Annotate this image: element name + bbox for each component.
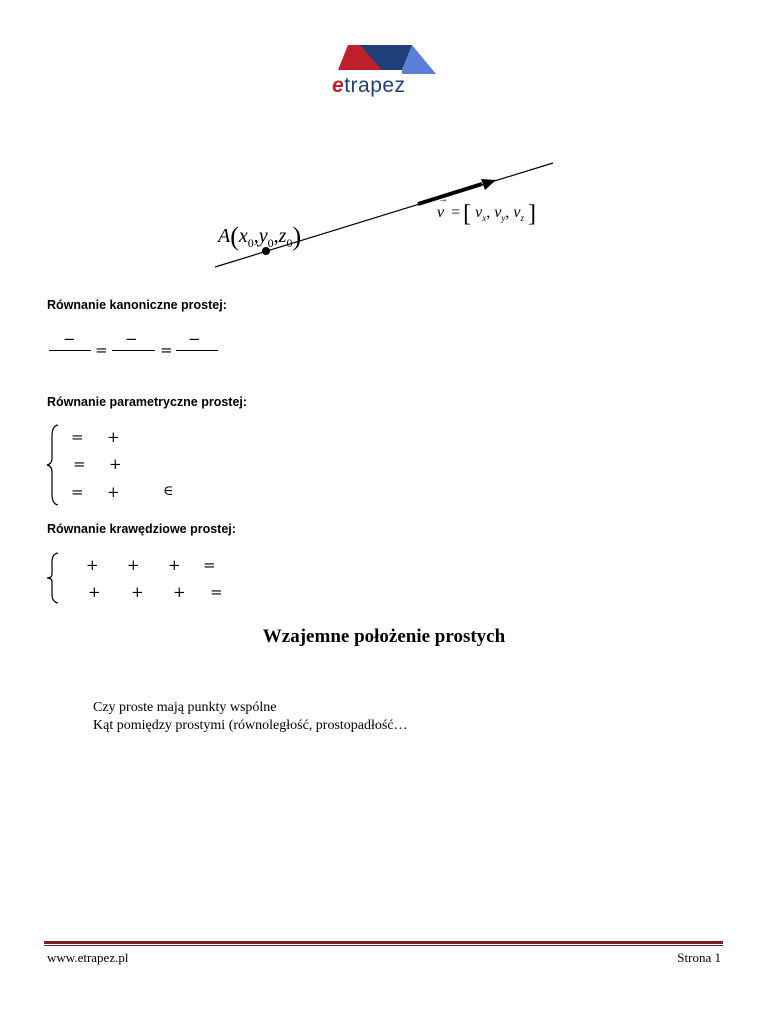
edge-row2-plus-1: + (88, 583, 101, 601)
vcomma-1: , (486, 204, 491, 221)
param-row1-equals: = (71, 428, 84, 446)
param-row1-plus: + (107, 428, 120, 446)
vcomma-2: , (505, 204, 510, 221)
footer-website[interactable]: www.etrapez.pl (47, 950, 129, 965)
vector-v-letter: v (437, 204, 445, 221)
paren-close: ) (292, 222, 302, 251)
canonical-equals-2: = (160, 341, 173, 359)
paren-open: ( (230, 222, 239, 251)
vector-label (437, 194, 536, 228)
parametric-title: Równanie parametryczne prostej: (47, 395, 248, 409)
edge-title: Równanie krawędziowe prostej: (47, 522, 236, 536)
canonical-fraction-bar-1 (49, 350, 91, 351)
vy: v (494, 204, 502, 221)
vector-arrow-icon: → (438, 194, 448, 205)
canonical-fraction-bar-3 (176, 350, 218, 351)
edge-brace-icon (44, 552, 64, 604)
edge-system (0, 552, 768, 608)
vector-equals: = (451, 204, 461, 221)
coord-y: y (258, 225, 268, 247)
coord-y-sub: 0 (267, 236, 274, 250)
logo-e: e (332, 74, 345, 97)
line-diagram (0, 0, 768, 300)
footer-rule (44, 941, 723, 944)
vz: v (513, 204, 521, 221)
param-element-of: ∈ (163, 483, 174, 499)
vx-sub: x (482, 213, 487, 224)
coord-x-sub: 0 (247, 236, 254, 250)
coord-z: z (278, 225, 287, 247)
canonical-title: Równanie kanoniczne prostej: (47, 298, 227, 312)
main-heading: Wzajemne położenie prostych (262, 626, 506, 647)
param-row3-equals: = (71, 483, 84, 501)
edge-row2-equals: = (210, 583, 223, 601)
edge-row2-plus-2: + (131, 583, 144, 601)
canonical-fraction-bar-2 (112, 350, 155, 351)
point-a-letter: A (218, 225, 231, 247)
vector-v (437, 194, 448, 222)
edge-row2-plus-3: + (173, 583, 186, 601)
vz-sub: z (520, 213, 524, 224)
canonical-minus-2: − (125, 330, 138, 348)
param-row3-plus: + (107, 483, 120, 501)
canonical-minus-3: − (188, 330, 201, 348)
coord-z-sub: 0 (286, 236, 293, 250)
comma-2: , (273, 225, 279, 247)
parametric-system (0, 424, 768, 508)
bracket-open: [ (463, 201, 472, 227)
edge-row1-plus-1: + (86, 556, 99, 574)
note-line-1: Czy proste mają punkty wspólne (93, 700, 277, 715)
canonical-equation (0, 330, 768, 360)
footer-page-number: Strona 1 (677, 950, 721, 965)
canonical-minus-1: − (63, 330, 76, 348)
logo-trapez: trapez (344, 74, 406, 97)
edge-row1-equals: = (203, 556, 216, 574)
vx: v (475, 204, 483, 221)
edge-row1-plus-2: + (127, 556, 140, 574)
param-row2-equals: = (73, 455, 86, 473)
canonical-equals-1: = (95, 341, 108, 359)
note-line-2: Kąt pomiędzy prostymi (równoległość, prostopadłość… (93, 718, 408, 733)
parametric-brace-icon (44, 424, 64, 506)
vector-arrow-head-icon (481, 179, 496, 190)
footer-rule-thin (44, 945, 723, 946)
comma-1: , (253, 225, 259, 247)
coord-x: x (238, 225, 248, 247)
bracket-close: ] (527, 201, 536, 227)
vy-sub: y (501, 213, 506, 224)
point-a-label (218, 222, 301, 252)
edge-row1-plus-3: + (168, 556, 181, 574)
param-row2-plus: + (109, 455, 122, 473)
